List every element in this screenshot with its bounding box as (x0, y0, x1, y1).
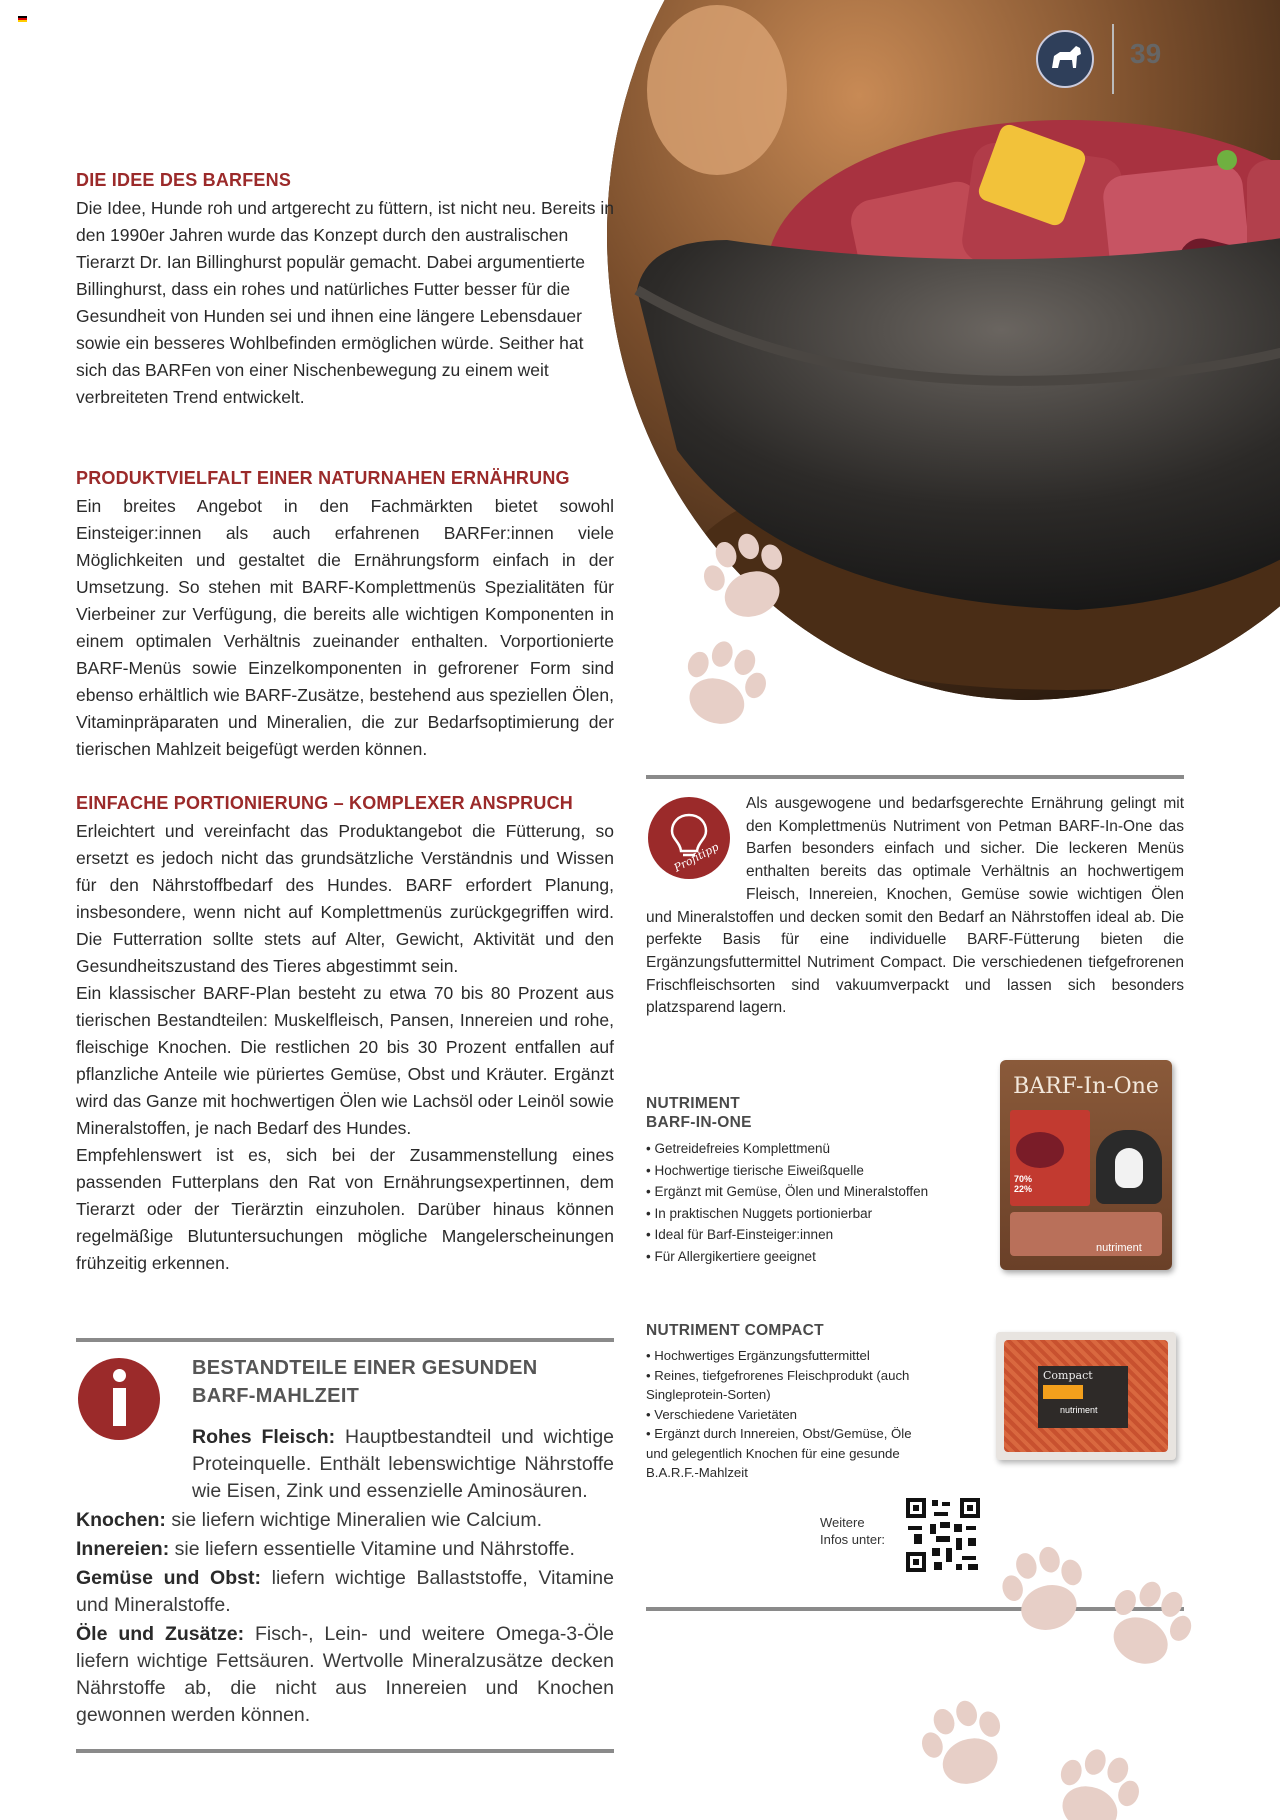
section-text: Ein breites Angebot in den Fachmärkten bietet sowohl Einsteiger:innen als auch erfahrenen BARFer:innen viele Möglichkeiten und gestaltet die Ernährungsform einfach in der Umsetzung. So stehen mit BARF-Komplettmenüs Spezialitäten für Vierbeiner zur Verfügung, die bereits alle wichtigen Komponenten in einem optimalen Verhältnis zueinander enthalten. Vorportionierte BARF-Menüs sowie Einzelkomponenten in gefrorener Form sind ebenso erhältlich wie BARF-Zusätze, bestehend aus speziellen Ölen, Vitaminpräparaten und Mineralien, die zur Bedarfsoptimierung der tierischen Mahlzeit beigefügt werden können. (76, 496, 614, 759)
pack-brand: nutriment (1096, 1242, 1142, 1254)
section-paragraph: Empfehlenswert ist es, sich bei der Zusammenstellung eines passenden Futterplans den Rat von Ernährungsexpertinnen, dem Tierarzt oder der Tierärztin einzuholen. Darüber hinaus können regelmäßige Blutuntersuchungen mögliche Mangelerscheinungen frühzeitig erkennen. (76, 1145, 614, 1273)
section-produktvielfalt (76, 468, 614, 763)
pack-percent: 22% (1014, 1184, 1033, 1194)
info-item-knochen (76, 1507, 614, 1534)
section-idee (76, 170, 614, 411)
qr-code[interactable] (906, 1498, 980, 1572)
product-title: NUTRIMENT (646, 1095, 740, 1112)
info-item-label: Rohes Fleisch: (192, 1426, 336, 1448)
info-item-gemuese (76, 1565, 614, 1619)
section-heading: EINFACHE PORTIONIERUNG – KOMPLEXER ANSPRUCH (76, 793, 573, 813)
info-box-title-line: BESTANDTEILE EINER GESUNDEN (192, 1357, 538, 1379)
product-bullet: • Verschiedene Varietäten (646, 1405, 916, 1425)
info-box-title (192, 1354, 538, 1410)
info-item-label: Gemüse und Obst: (76, 1567, 261, 1589)
dog-icon (1036, 30, 1094, 88)
section-heading: DIE IDEE DES BARFENS (76, 170, 292, 190)
product-image-barf-in-one (1000, 1060, 1172, 1270)
product-bullet: • Ergänzt mit Gemüse, Ölen und Mineralstoffen (646, 1181, 976, 1203)
pack-brand: nutriment (1060, 1405, 1098, 1415)
info-item-label: Innereien: (76, 1538, 170, 1560)
section-heading: PRODUKTVIELFALT EINER NATURNAHEN ERNÄHRUNG (76, 468, 570, 488)
profitipp-text: Als ausgewogene und bedarfsgerechte Ernährung gelingt mit den Komplettmenüs Nutriment von Petman BARF-In-One das Barfen besonders einfach und sicher. Die leckeren Menüs enthalten bereits das optimale Verhältnis an hochwertigem Fleisch, Innereien, Knochen, Gemüse sowie wichtigen Ölen und Mineralstoffen und decken somit den Bedarf an Nährstoffen ideal ab. Die perfekte Basis für eine individuelle BARF-Fütterung bieten die Ergänzungsfuttermittel Nutriment Compact. Die verschiedenen tiefgefrorenen Frischfleischsorten sind vakuumverpackt und lassen sich besonders platzsparend lagern. (646, 795, 1184, 1017)
paw-print-icon (1040, 1740, 1150, 1820)
product-barf-in-one (646, 1094, 976, 1267)
profitipp-badge-label: Profitipp (671, 840, 721, 875)
qr-caption (820, 1514, 885, 1548)
paw-print-icon (692, 525, 802, 635)
product-bullet: • Hochwertige tierische Eiweißquelle (646, 1160, 976, 1182)
product-bullet: • Ergänzt durch Innereien, Obst/Gemüse, Öle und gelegentlich Knochen für eine gesunde B.A.R.F.-Mahlzeit (646, 1424, 916, 1483)
info-item-oele (76, 1621, 614, 1729)
pack-label-panel (1038, 1366, 1128, 1428)
product-bullet: • Für Allergikertiere geeignet (646, 1246, 976, 1268)
profitipp-text-wrap (646, 793, 1184, 1020)
flag-icon (18, 16, 27, 22)
product-compact (646, 1321, 916, 1483)
section-paragraph: Erleichtert und vereinfacht das Produktangebot die Fütterung, so ersetzt es jedoch nicht das grundsätzliche Verständnis und Wissen für den Nährstoffbedarf des Hundes. BARF erfordert Planung, insbesondere, wenn nicht auf Komplettmenüs zurückgegriffen wird. Die Futterration sollte stets auf Alter, Gewicht, Aktivität und den Gesundheitszustand des Tieres abgestimmt sein. (76, 821, 614, 976)
info-item-text: liefern wichtige Ballaststoffe, Vitamine und Mineralstoffe. (76, 1567, 614, 1616)
paw-print-icon (662, 632, 782, 742)
page-number: 39 (1130, 38, 1162, 69)
pack-label: BARF-In-One (1013, 1074, 1159, 1099)
paw-print-icon (910, 1692, 1020, 1802)
info-item-label: Knochen: (76, 1509, 166, 1531)
paw-print-icon (990, 1538, 1100, 1648)
info-box-title-line: BARF-MAHLZEIT (192, 1385, 360, 1407)
section-text: Die Idee, Hunde roh und artgerecht zu füttern, ist nicht neu. Bereits in den 1990er Jahren wurde das Konzept durch den australischen Tierarzt Dr. Ian Billinghurst populär gemacht. Dabei argumentierte Billinghurst, dass ein rohes und natürliches Futter besser für die Gesundheit von Hunden sei und ihnen eine längere Lebensdauer sowie ein besseres Wohlbefinden ermöglichen würde. Seither hat sich das BARFen von einer Nischenbewegung zu einem weit verbreiteten Trend entwickelt. (76, 198, 614, 407)
info-box-top-rule (76, 1338, 614, 1342)
info-item-innereien (76, 1536, 614, 1563)
info-box-bottom-rule (76, 1749, 614, 1753)
info-item-text: Fisch-, Lein- und weitere Omega-3-Öle liefern wichtige Fettsäuren. Wertvolle Mineralzusätze decken Nährstoffe ab, die nicht aus Innereien und Knochen gewonnen werden können. (76, 1623, 614, 1726)
dog-photo (1096, 1130, 1162, 1204)
info-item-text: sie liefern essentielle Vitamine und Nährstoffe. (169, 1538, 575, 1560)
section-paragraph: Ein klassischer BARF-Plan besteht zu etwa 70 bis 80 Prozent aus tierischen Bestandteilen: Muskelfleisch, Pansen, Innereien und rohe, fleischige Knochen. Die restlichen 20 bis 30 Prozent entfallen auf pflanzliche Anteile wie püriertes Gemüse, Obst und Kräuter. Ergänzt wird das Ganze mit hochwertigen Ölen wie Lachsöl oder Leinöl sowie Mineralstoffen, je nach Bedarf des Hundes. (76, 983, 614, 1138)
product-bullet: • Hochwertiges Ergänzungsfuttermittel (646, 1346, 916, 1366)
product-bullet: • Getreidefreies Komplettmenü (646, 1138, 976, 1160)
info-item-fleisch (76, 1424, 614, 1505)
info-item-text: sie liefern wichtige Mineralien wie Calcium. (165, 1509, 542, 1531)
info-box-list (76, 1424, 614, 1731)
section-portionierung (76, 793, 614, 1277)
pack-percent: 70% (1014, 1174, 1033, 1184)
page-number-divider (1112, 24, 1114, 94)
product-bullet: • Reines, tiefgefrorenes Fleischprodukt (auch Singleprotein-Sorten) (646, 1366, 916, 1405)
info-item-label: Öle und Zusätze: (76, 1623, 245, 1645)
qr-caption-line: Infos unter: (820, 1532, 886, 1547)
profitipp-top-rule (646, 775, 1184, 779)
product-title: BARF-IN-ONE (646, 1114, 752, 1131)
pack-panel (1010, 1110, 1090, 1206)
info-item-text: Hauptbestandteil und wichtige Proteinquelle. Enthält lebenswichtige Nährstoffe wie Eisen, Zink und essenzielle Aminosäuren. (192, 1426, 615, 1502)
product-title: NUTRIMENT COMPACT (646, 1322, 824, 1339)
paw-print-icon (1092, 1572, 1202, 1682)
pack-label: Compact (1043, 1369, 1093, 1382)
product-bullet: • Ideal für Barf-Einsteiger:innen (646, 1224, 976, 1246)
product-bullet: • In praktischen Nuggets portionierbar (646, 1203, 976, 1225)
product-image-compact (996, 1332, 1176, 1460)
qr-caption-line: Weitere (820, 1515, 865, 1530)
